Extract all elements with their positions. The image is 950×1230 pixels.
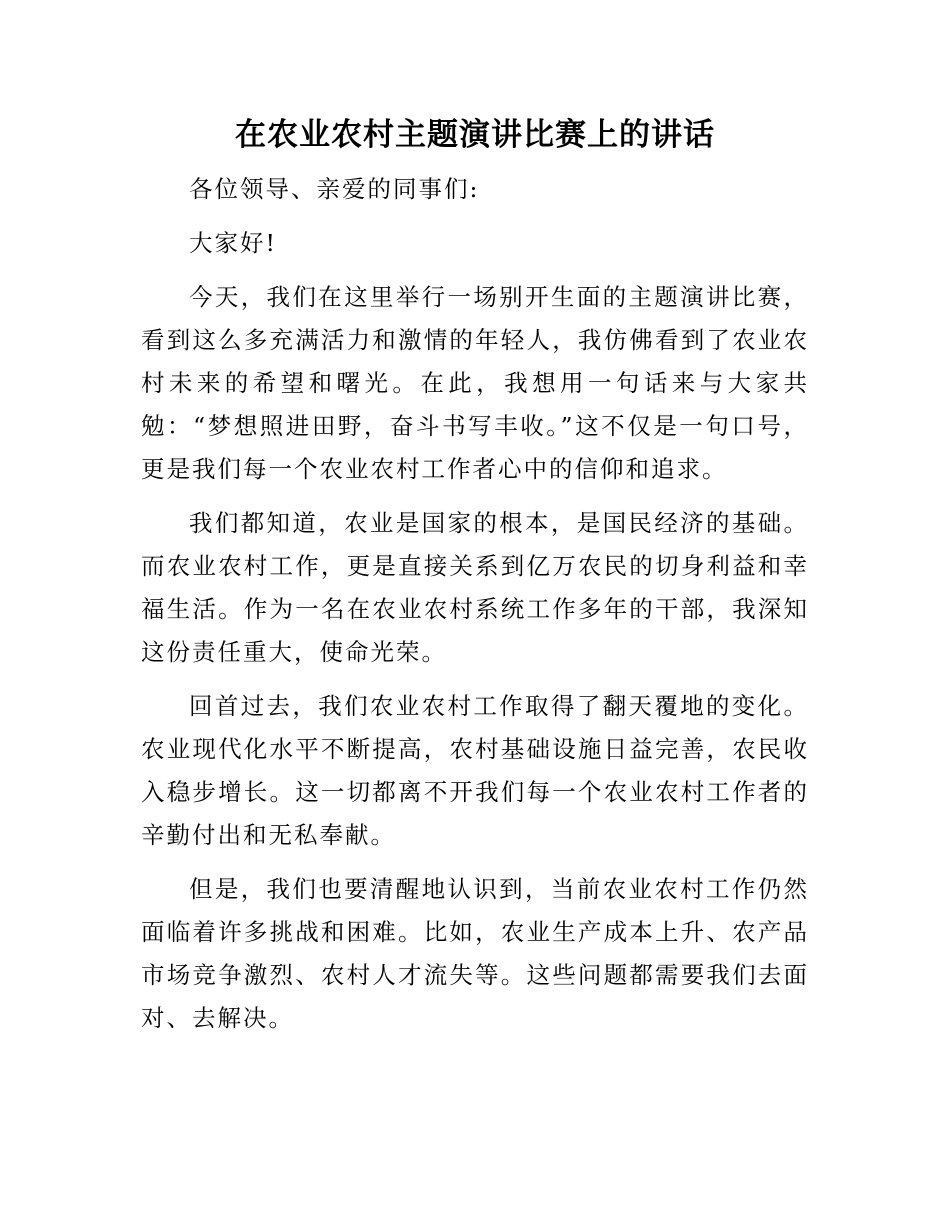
greeting: 大家好!: [189, 229, 277, 257]
paragraph-2: 我们都知道，农业是国家的根本，是国民经济的基础。而农业农村工作，更是直接关系到亿万农民的切身利益和幸福生活。作为一名在农业农村系统工作多年的干部，我深知这份责任重大，使命光荣。: [141, 509, 809, 666]
document-title: 在农业农村主题演讲比赛上的讲话: [235, 117, 715, 153]
paragraph-4: 但是，我们也要清醒地认识到，当前农业农村工作仍然面临着许多挑战和困难。比如，农业生产成本上升、农产品市场竞争激烈、农村人才流失等。这些问题都需要我们去面对、去解决。: [141, 875, 809, 1032]
paragraph-3: 回首过去，我们农业农村工作取得了翻天覆地的变化。农业现代化水平不断提高，农村基础设施日益完善，农民收入稳步增长。这一切都离不开我们每一个农业农村工作者的辛勤付出和无私奉献。: [141, 692, 809, 849]
document-body: [141, 168, 809, 1051]
salutation: 各位领导、亲爱的同事们:: [189, 175, 480, 203]
paragraph-1: 今天，我们在这里举行一场别开生面的主题演讲比赛，看到这么多充满活力和激情的年轻人，我仿佛看到了农业农村未来的希望和曙光。在此，我想用一句话来与大家共勉：“梦想照进田野，奋斗书写丰收。”这不仅是一句口号，更是我们每一个农业农村工作者心中的信仰和追求。: [141, 283, 809, 483]
